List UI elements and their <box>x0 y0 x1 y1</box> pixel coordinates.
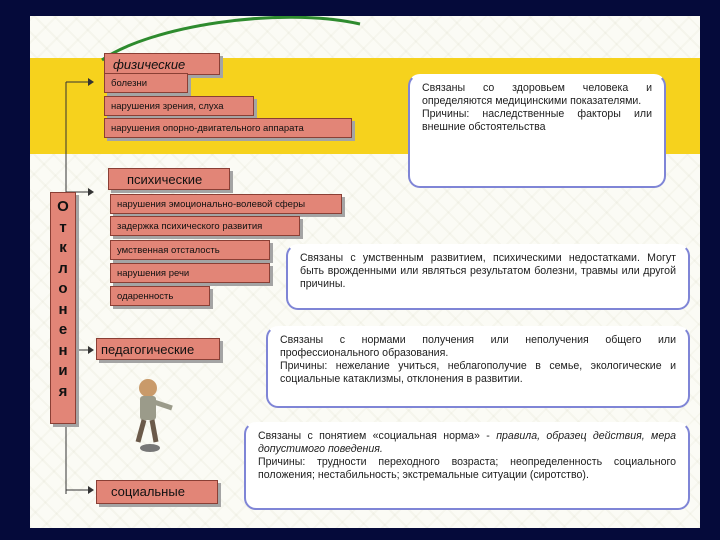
description-text: Причины: наследственные факторы или внешние обстоятельства <box>422 108 652 133</box>
psychic-item: нарушения речи <box>110 263 270 283</box>
arrow-icon <box>88 486 94 494</box>
category-social: социальные <box>96 480 218 504</box>
description-text: Причины: нежелание учиться, неблагополучие в семье, экологические и социальные катаклизмы, отклонения в развитии. <box>280 360 676 385</box>
description-text: Связаны с умственным развитием, психическими недостатками. Могут быть врожденными или являться результатом болезни, травмы или другой причины. <box>300 252 676 290</box>
psychic-item: нарушения эмоционально-волевой сферы <box>110 194 342 214</box>
psychic-item: одаренность <box>110 286 210 306</box>
arrow-icon <box>88 346 94 354</box>
description-text: Связаны со здоровьем человека и определяются медицинскими показателями. <box>422 82 652 107</box>
category-psychic: психические <box>108 168 230 190</box>
slide <box>30 16 700 528</box>
letter: я <box>58 382 68 400</box>
description-text: Связаны с нормами получения или неполучения общего или профессионального образования. <box>280 334 676 359</box>
description-physical <box>408 74 666 188</box>
vertical-label-deviations <box>50 192 76 424</box>
description-text-italic: правила, образец действия, мера допустимого поведения. <box>258 430 676 455</box>
category-physical: физические <box>104 53 220 75</box>
letter: т <box>59 218 67 236</box>
description-text: Связаны с понятием «социальная норма» - <box>258 430 497 442</box>
letter: к <box>59 239 67 256</box>
letter: е <box>58 321 68 338</box>
description-social <box>244 422 690 510</box>
arrow-icon <box>88 188 94 196</box>
letter: н <box>58 300 68 318</box>
cartoon-figure-icon <box>126 374 186 454</box>
physical-item: болезни <box>104 73 188 93</box>
letter: и <box>58 362 68 379</box>
arrow-icon <box>88 78 94 86</box>
description-psychic <box>286 244 690 310</box>
psychic-item: умственная отсталость <box>110 240 270 260</box>
letter: о <box>58 280 68 297</box>
description-text: Причины: трудности переходного возраста; неопределенность социального положения; нестабильность; экстремальные ситуации (сиротство). <box>258 456 676 481</box>
letter: О <box>57 198 69 215</box>
description-pedagogic <box>266 326 690 408</box>
psychic-item: задержка психического развития <box>110 216 300 236</box>
physical-item: нарушения опорно-двигательного аппарата <box>104 118 352 138</box>
letter: н <box>58 341 68 359</box>
physical-item: нарушения зрения, слуха <box>104 96 254 116</box>
category-pedagogic: педагогические <box>96 338 220 360</box>
letter: л <box>58 259 68 277</box>
